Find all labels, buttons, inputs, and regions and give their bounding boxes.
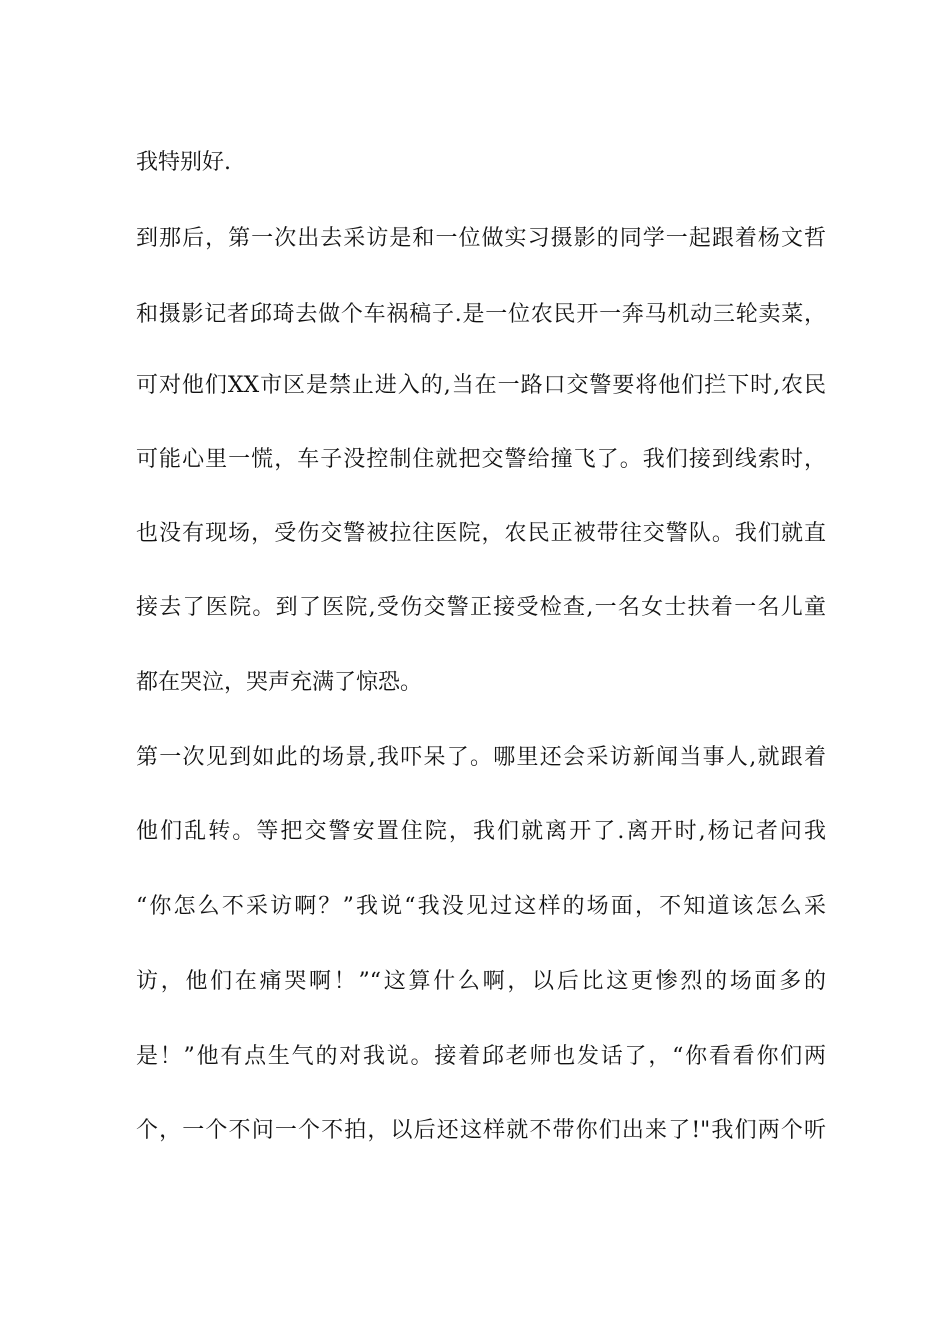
text-line: 他们乱转。等把交警安置住院，我们就离开了.离开时,杨记者问我: [136, 819, 826, 844]
text-line: 可能心里一慌，车子没控制住就把交警给撞飞了。我们接到线索时，: [136, 447, 826, 472]
text-line: 个，一个不问一个不拍，以后还这样就不带你们出来了!"我们两个听: [136, 1118, 826, 1143]
text-line: 到那后，第一次出去采访是和一位做实习摄影的同学一起跟着杨文哲: [136, 226, 826, 251]
text-line: 我特别好.: [136, 150, 231, 175]
text-line: 接去了医院。到了医院,受伤交警正接受检查,一名女士扶着一名儿童: [136, 595, 826, 620]
text-line: 也没有现场，受伤交警被拉往医院，农民正被带往交警队。我们就直: [136, 521, 826, 546]
text-line: “你怎么不采访啊？”我说“我没见过这样的场面，不知道该怎么采: [136, 894, 826, 919]
text-line: 访，他们在痛哭啊！”“这算什么啊，以后比这更惨烈的场面多的: [136, 969, 826, 994]
text-line: 第一次见到如此的场景,我吓呆了。哪里还会采访新闻当事人,就跟着: [136, 745, 826, 770]
text-line: 可对他们XX市区是禁止进入的,当在一路口交警要将他们拦下时,农民: [136, 373, 826, 398]
text-line: 都在哭泣，哭声充满了惊恐。: [136, 670, 423, 695]
text-line: 是！”他有点生气的对我说。接着邱老师也发话了，“你看看你们两: [136, 1044, 826, 1069]
text-line: 和摄影记者邱琦去做个车祸稿子.是一位农民开一奔马机动三轮卖菜，: [136, 302, 826, 327]
